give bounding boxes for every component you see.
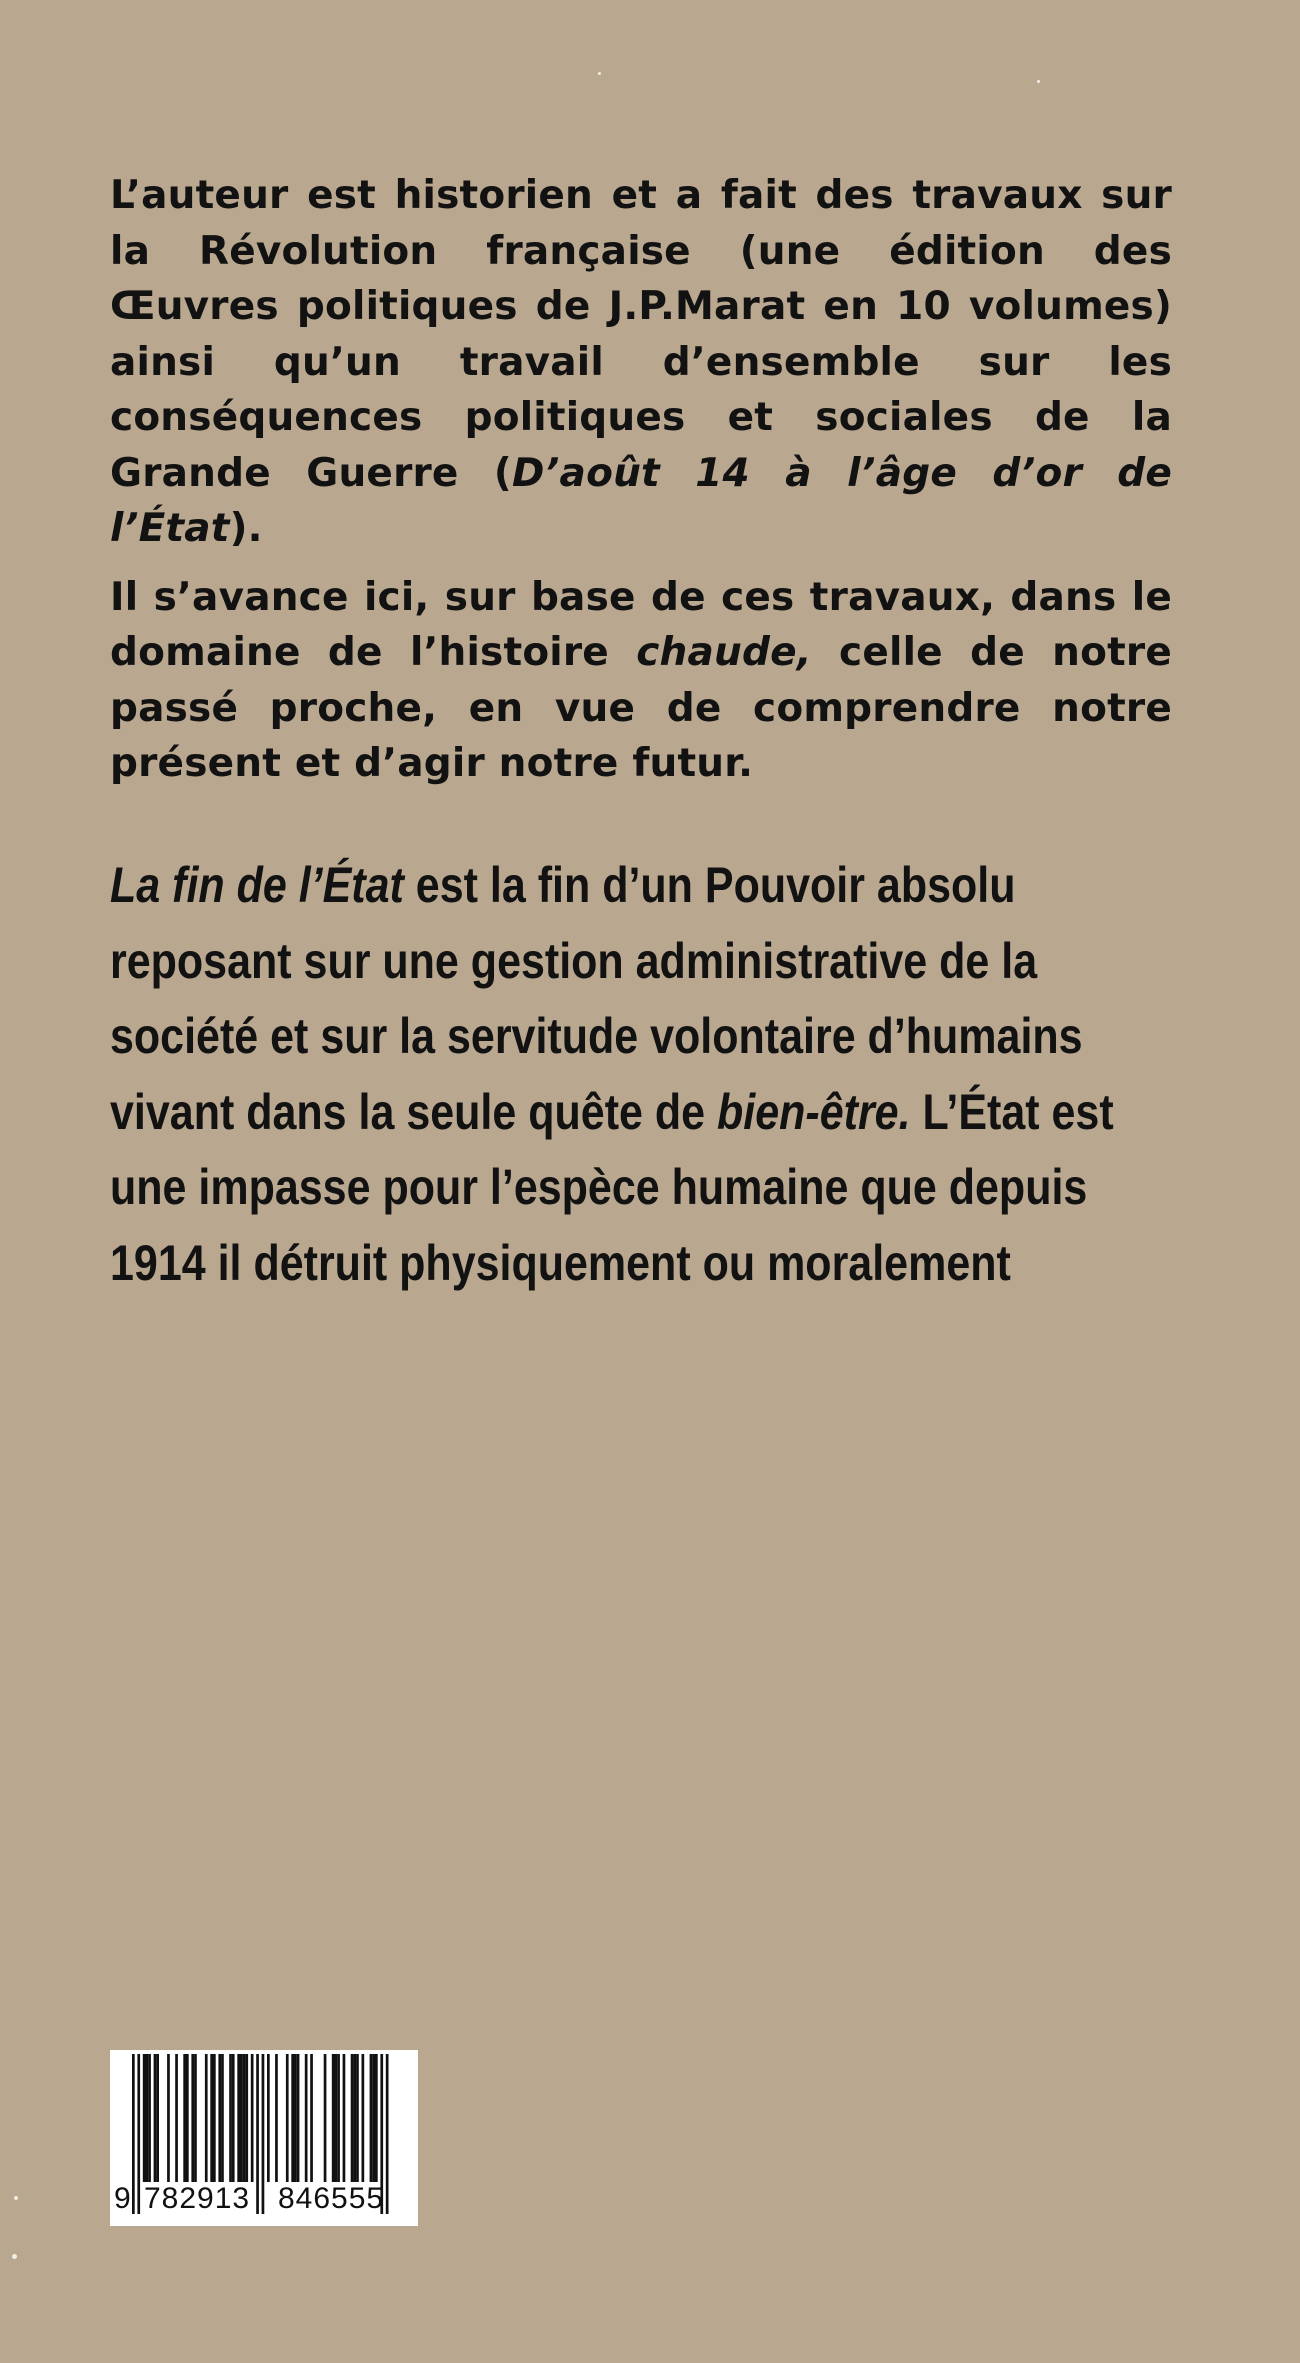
blurb-line-1 (110, 848, 1230, 924)
barcode-bar (205, 2054, 208, 2182)
barcode-bar (353, 2054, 356, 2182)
bio-p2-end: celle de notre passé proche, en vue de comprendre notre présent et d’agir notre futur. (110, 630, 1172, 786)
bio-previous-book-title: D’août 14 à l’âge d’or de l’État (110, 450, 1172, 551)
barcode-bar (310, 2054, 313, 2182)
speck-mark (12, 2254, 17, 2259)
barcode-bar (291, 2054, 294, 2182)
barcode-bar (275, 2054, 278, 2182)
barcode-bar (218, 2054, 221, 2182)
barcode-bar (362, 2054, 365, 2182)
barcode-bar (370, 2054, 373, 2182)
author-bio-paragraph-1 (110, 168, 1172, 557)
barcode-bar (245, 2054, 248, 2182)
barcode-bar (167, 2054, 170, 2182)
barcode-bar (294, 2054, 297, 2182)
barcode-bar (143, 2054, 146, 2182)
barcode-bar (332, 2054, 335, 2182)
barcode-bar (351, 2054, 354, 2182)
barcode-bar (243, 2054, 246, 2182)
barcode-bar (146, 2054, 149, 2182)
barcode-bar (337, 2054, 340, 2182)
bio-p2-text: Il s’avance ici, sur base de ces travaux, dans le domaine de l’histoire (110, 574, 1172, 675)
barcode-bar (232, 2054, 235, 2182)
barcode-left-digits: 782913 (144, 2182, 251, 2215)
blurb-line-4-end: L’État est (910, 1083, 1114, 1140)
barcode-bar (324, 2054, 327, 2182)
blurb-emphasis: bien-être. (716, 1083, 911, 1140)
author-bio-paragraph-2 (110, 570, 1172, 792)
barcode-right-digits: 846555 (278, 2182, 385, 2215)
blurb-line-4-text: vivant dans la seule quête de (110, 1083, 717, 1140)
barcode-bar (191, 2054, 194, 2182)
barcode-bar (154, 2054, 157, 2182)
barcode-bar (175, 2054, 178, 2182)
barcode-bar (305, 2054, 308, 2182)
barcode-bar (210, 2054, 213, 2182)
speck-mark (14, 2196, 18, 2200)
bio-p2-emphasis: chaude, (636, 630, 812, 675)
blurb-line-3: société et sur la servitude volontaire d’humains (110, 1008, 1083, 1064)
barcode-bar (194, 2054, 197, 2182)
barcode-bar (229, 2054, 232, 2182)
blurb-line-4 (110, 1075, 1230, 1151)
barcode-bar (221, 2054, 224, 2182)
barcode-bar (156, 2054, 159, 2182)
barcode-bar (375, 2054, 378, 2182)
barcode-bar (183, 2054, 186, 2182)
barcode-bar (213, 2054, 216, 2182)
barcode-bar (286, 2054, 289, 2182)
author-bio (110, 168, 1172, 805)
blurb-line-2: reposant sur une gestion administrative de la (110, 932, 1038, 989)
barcode-bar (267, 2054, 270, 2182)
barcode-first-digit: 9 (114, 2182, 131, 2215)
barcode-number (110, 2180, 418, 2224)
barcode-bar (356, 2054, 359, 2182)
barcode-bar (297, 2054, 300, 2182)
blurb-book-title: La fin de l’État (110, 857, 404, 913)
barcode-bar (240, 2054, 243, 2182)
bio-p1-text: L’auteur est historien et a fait des travaux sur la Révolution française (une édition des Œuvres politiques de J.P.Marat en 10 volumes) ainsi qu’un travail d’ensemble sur les conséquences politiques et sociales de la Grande Guerre ( (110, 173, 1172, 496)
barcode-bar (186, 2054, 189, 2182)
blurb-line-5: une impasse pour l’espèce humaine que depuis (110, 1159, 1088, 1215)
speck-mark (1037, 80, 1040, 83)
blurb-line-6: 1914 il détruit physiquement ou moralement (110, 1234, 1011, 1291)
barcode-bar (251, 2054, 254, 2182)
speck-mark (598, 72, 601, 75)
blurb-line-1-text: est la fin d’un Pouvoir absolu (403, 857, 1016, 913)
barcode-bar (335, 2054, 338, 2182)
book-blurb (110, 848, 1230, 1301)
barcode-bar (237, 2054, 240, 2182)
bio-p1-end: ). (229, 506, 263, 551)
barcode-bar (148, 2054, 151, 2182)
barcode-bar (372, 2054, 375, 2182)
isbn-barcode (110, 2050, 418, 2226)
barcode-bar (343, 2054, 346, 2182)
